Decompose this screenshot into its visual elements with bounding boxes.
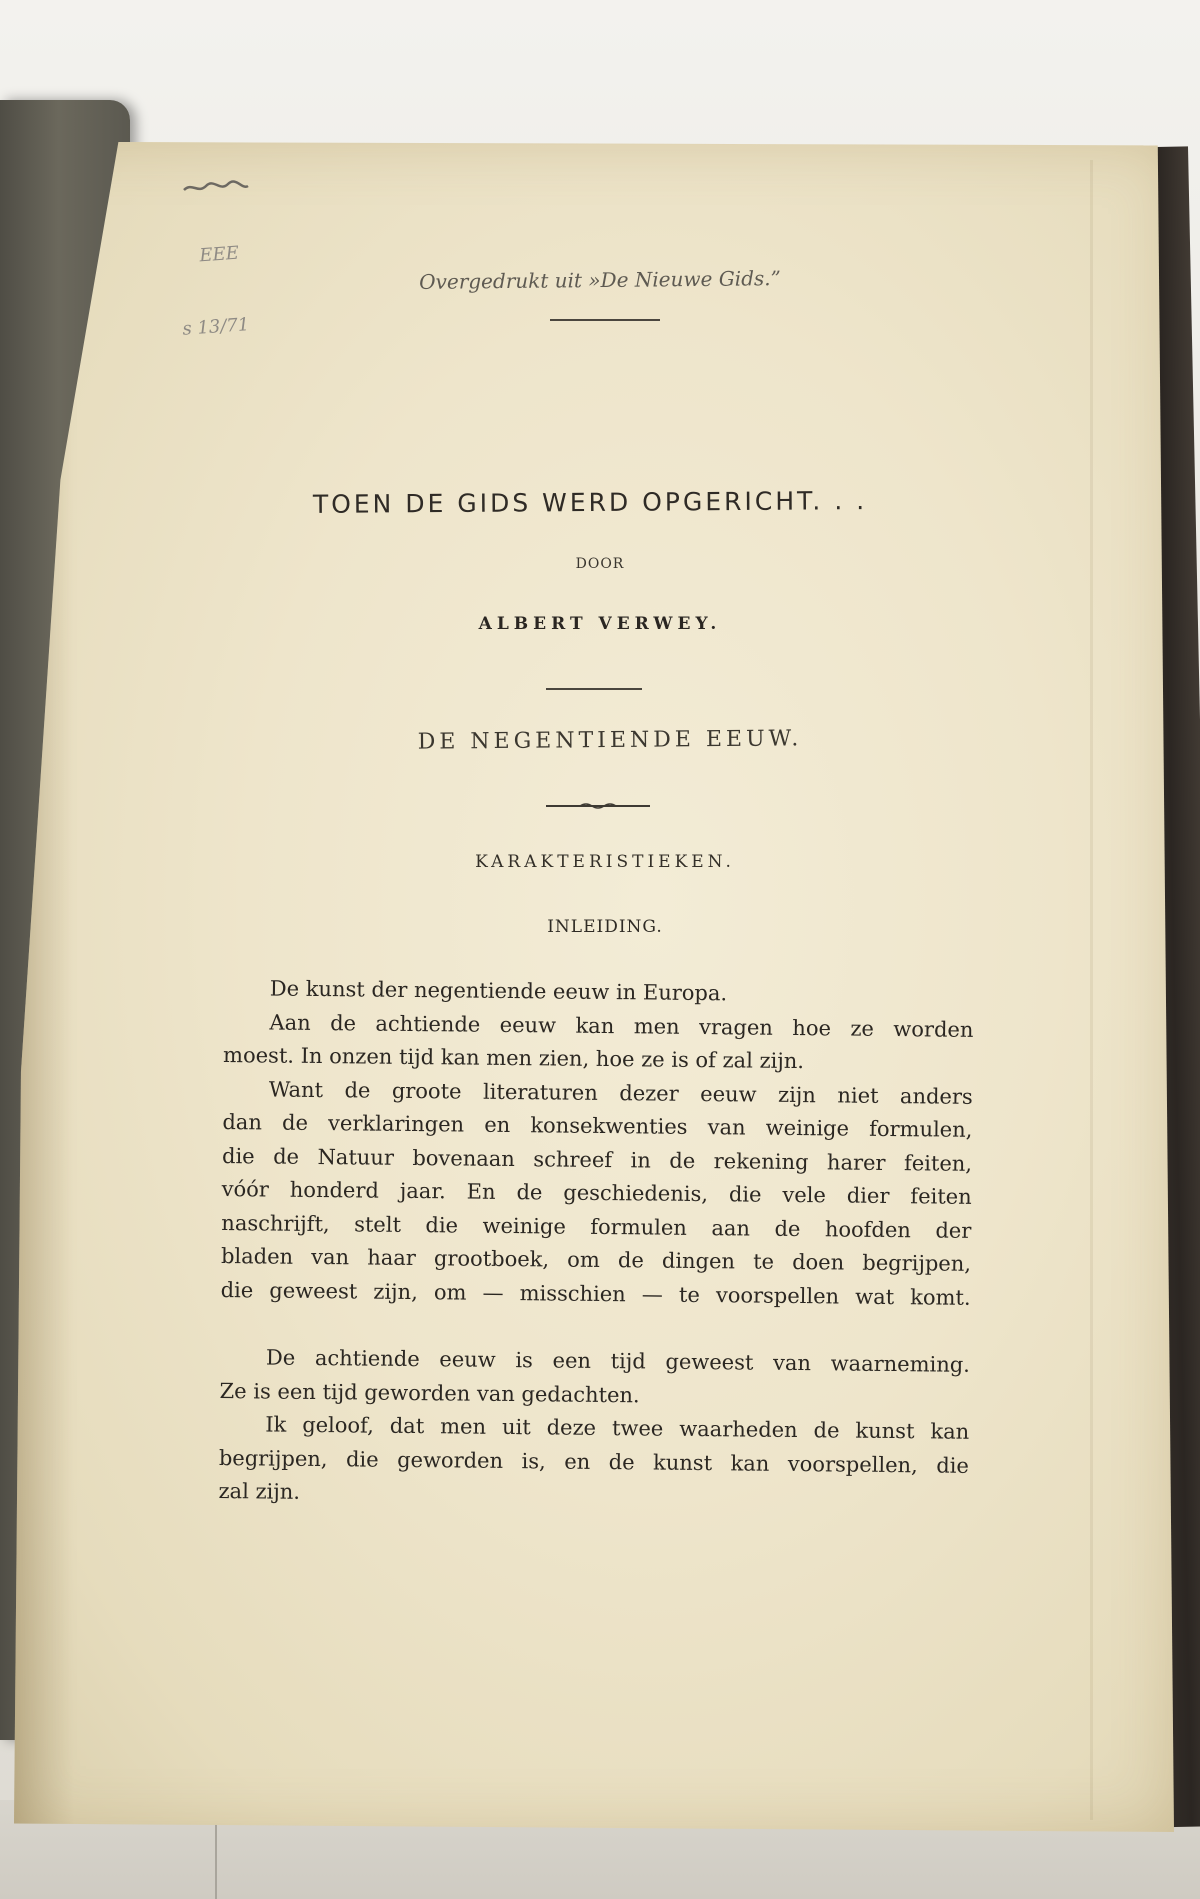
text-line: naschrijft, stelt die weinige formulen aan de hoofden der <box>221 1210 972 1243</box>
subsection-title: KARAKTERISTIEKEN. <box>475 852 735 872</box>
text-line: De achtiende eeuw is een tijd geweest van waarneming. <box>265 1345 971 1377</box>
text-line: die de Natuur bovenaan schreef in de rekening harer feiten, <box>221 1143 973 1176</box>
text-line: zal zijn. <box>218 1478 301 1504</box>
text-line: Want de groote literaturen dezer eeuw zijn niet anders <box>268 1076 973 1109</box>
text-line: begrijpen, die geworden is, en de kunst kan voorspellen, die <box>218 1445 970 1478</box>
ornament-divider-icon <box>546 798 650 816</box>
pencil-annotation <box>159 193 253 390</box>
text-line: dan de verklaringen en konsekwenties van weinige formulen, <box>222 1109 973 1142</box>
reprint-notice: Overgedrukt uit »De Nieuwe Gids.” <box>419 266 781 294</box>
pencil-annotation-line: EEE <box>198 242 240 267</box>
section-title: DE NEGENTIENDE EEUW. <box>417 726 803 755</box>
text-line: Ik geloof, dat men uit deze twee waarheden de kunst kan <box>265 1412 970 1444</box>
byline-prefix: DOOR <box>575 556 625 572</box>
body-text <box>218 972 974 1516</box>
text-line: vóór honderd jaar. En de geschiedenis, die vele dier feiten <box>221 1176 972 1209</box>
text-line: Aan de achtiende eeuw kan men vragen hoe ze worden <box>269 1009 974 1042</box>
page-title: TOEN DE GIDS WERD OPGERICHT. . . <box>312 486 868 519</box>
text-line: die geweest zijn, om — misschien — te voorspellen wat komt. <box>220 1277 971 1310</box>
divider-rule <box>546 688 642 690</box>
page-crease <box>1090 160 1093 1820</box>
author-name: ALBERT VERWEY. <box>478 614 722 634</box>
text-line: De kunst der negentiende eeuw in Europa. <box>269 976 728 1006</box>
text-line: Ze is een tijd geworden van gedachten. <box>219 1378 640 1407</box>
text-line: moest. In onzen tijd kan men zien, hoe ze is of zal zijn. <box>223 1042 805 1074</box>
pencil-annotation-line: s 13/71 <box>181 314 250 340</box>
text-line: bladen van haar grootboek, om de dingen te doen begrijpen, <box>220 1243 972 1276</box>
chapter-title: INLEIDING. <box>547 917 663 937</box>
divider-rule <box>550 319 660 321</box>
